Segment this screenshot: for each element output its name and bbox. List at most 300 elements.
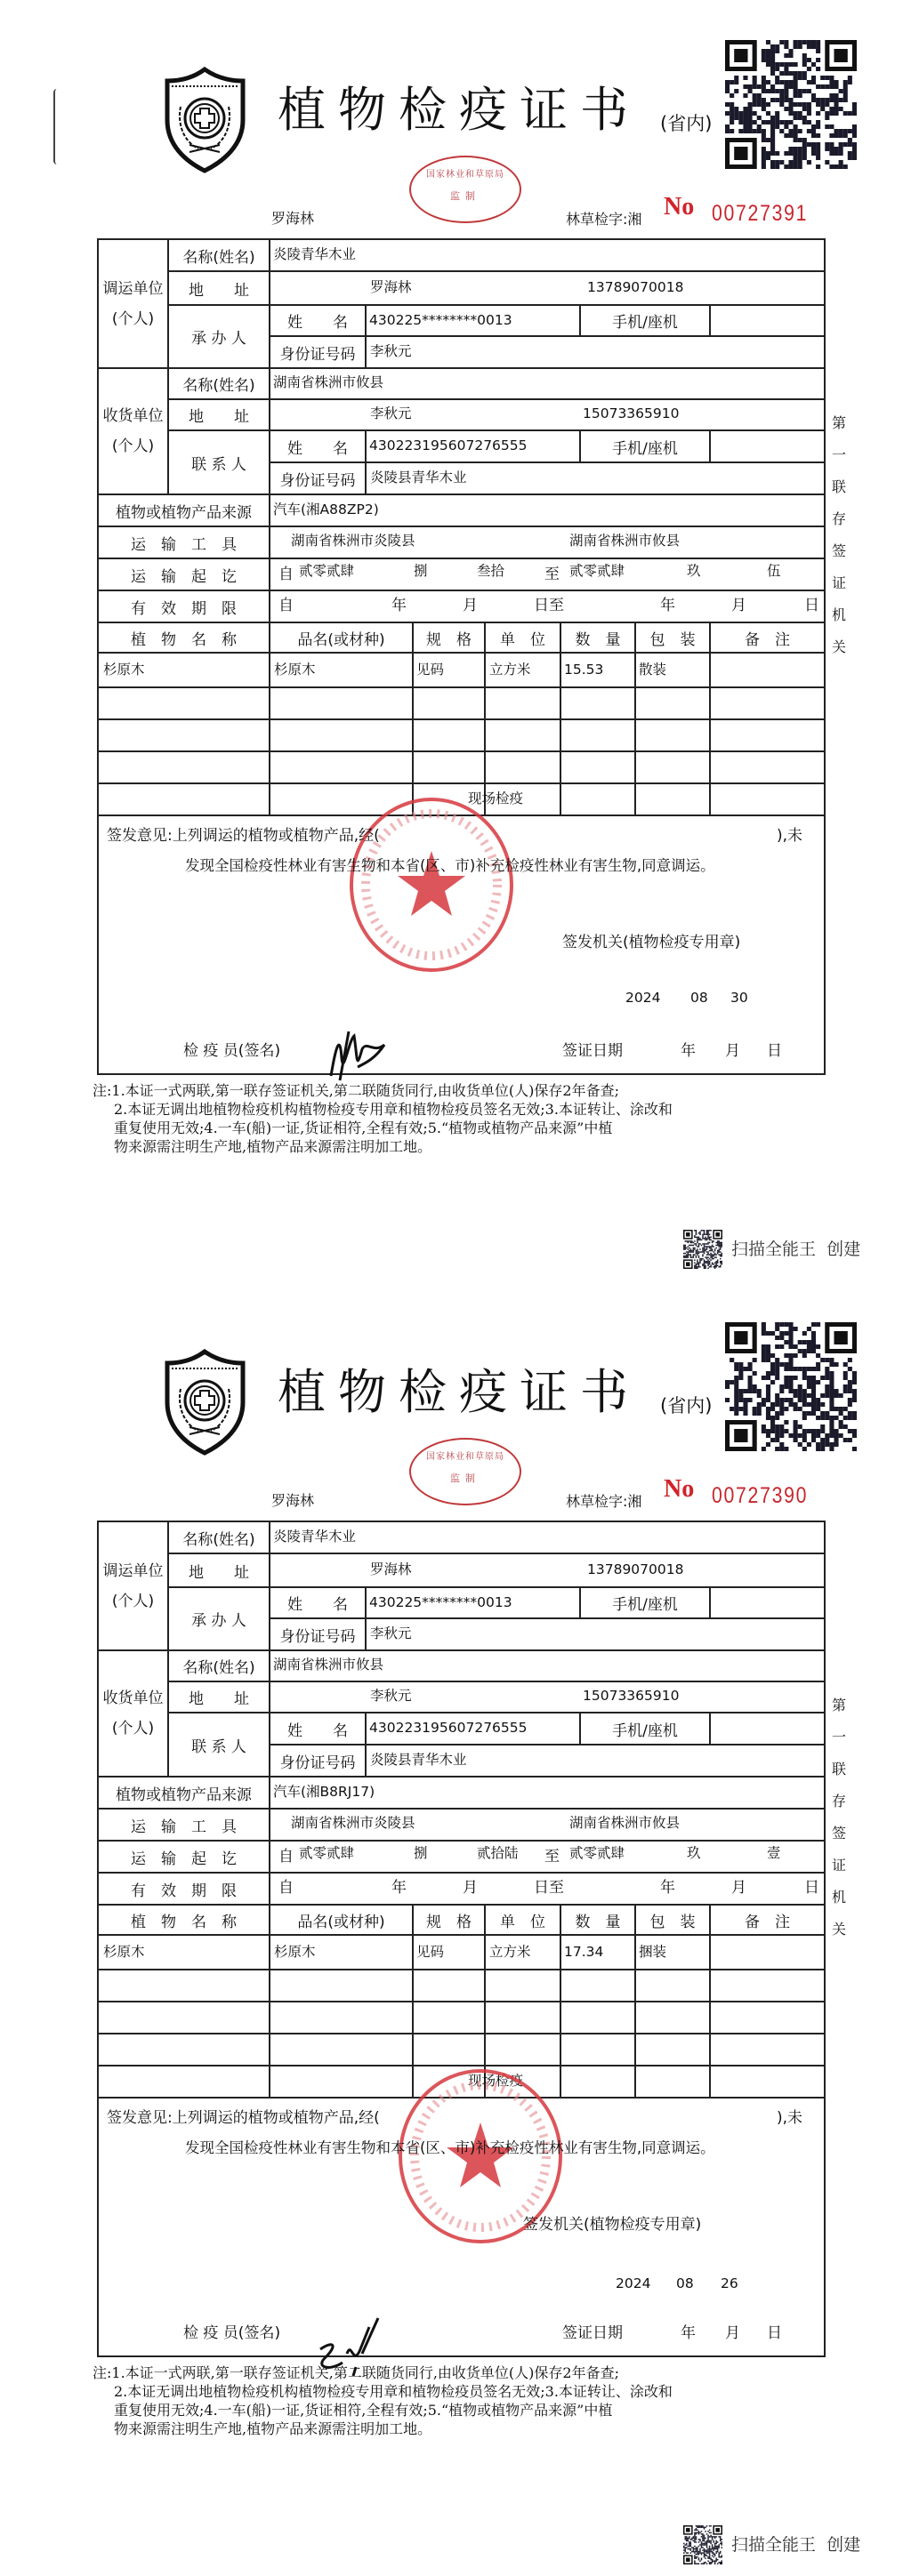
col-product-name-label: 品名(或材种) xyxy=(297,630,385,649)
sender-id-label xyxy=(270,336,366,368)
scanner-app-qr-icon xyxy=(683,1230,722,1269)
item-cell xyxy=(270,2066,413,2098)
item-cell xyxy=(710,2002,825,2034)
scanner-app-name: 扫描全能王 xyxy=(731,2535,817,2555)
sign-date-day: 日 xyxy=(767,1042,782,1060)
col-quantity-label: 数 量 xyxy=(575,1913,621,1931)
note-line: 注:1.本证一式两联,第一联存签证机关,第二联随货同行,由收货单位(人)保存2年备查; xyxy=(93,2364,619,2381)
item-cell xyxy=(413,687,485,719)
sender-section-label-label: 调运单位(个人) xyxy=(102,1561,164,1610)
sign-date-label: 签证日期 xyxy=(562,2324,623,2342)
issue-date-month: 08 xyxy=(676,2275,694,2291)
sender-handler-id: 430225********0013 xyxy=(369,312,512,328)
sender-handler-label xyxy=(168,1587,270,1650)
item-cell xyxy=(560,2034,635,2066)
item-cell xyxy=(270,2034,413,2066)
sender-phone-cell xyxy=(710,1587,825,1618)
seal-top-text: 国家林业和草原局 xyxy=(426,1452,504,1462)
copy-designation: 第一联存签证机关 xyxy=(831,1697,846,1938)
receiver-contact-id: 430223195607276555 xyxy=(369,437,528,453)
transport-from: 湖南省株洲市炎陵县 xyxy=(291,533,415,549)
receiver-id-label xyxy=(270,1745,366,1777)
transport-label-label: 运 输 工 具 xyxy=(131,1818,237,1836)
item-spec: 见码 xyxy=(416,1944,445,1960)
sender-address-cell xyxy=(270,271,825,305)
sender-section-label xyxy=(98,239,168,368)
source-label xyxy=(98,1777,270,1809)
col-product-name xyxy=(270,1905,413,1935)
col-product-name xyxy=(270,622,413,653)
issuer-seal xyxy=(409,156,521,223)
sender-person-name-label xyxy=(270,1587,366,1618)
item-cell xyxy=(98,751,270,783)
item-cell xyxy=(413,719,485,751)
header-name: 罗海林 xyxy=(271,210,315,227)
item-cell xyxy=(560,783,635,815)
seal-bottom-text: 监制 xyxy=(450,1473,480,1484)
sign-date-month: 月 xyxy=(725,2324,740,2342)
col-unit-label: 单 位 xyxy=(500,1913,545,1931)
item-cell xyxy=(413,2002,485,2034)
item-plant-name: 杉原木 xyxy=(103,662,145,678)
route-to-day: 壹 xyxy=(767,1845,781,1861)
scanner-watermark-text xyxy=(731,2534,860,2556)
issue-date-day: 26 xyxy=(721,2275,738,2291)
receiver-contact-label xyxy=(168,1713,270,1777)
sender-person-name-label-label: 姓 名 xyxy=(287,314,348,332)
item-cell xyxy=(560,687,635,719)
opinion-line-1: 签发意见:上列调运的植物或植物产品,经( xyxy=(107,827,380,845)
receiver-section-label xyxy=(98,368,168,494)
validity-year-1: 年 xyxy=(391,597,407,614)
sender-handler-label xyxy=(168,305,270,368)
quarantine-stamp-icon xyxy=(347,796,516,974)
item-cell xyxy=(710,687,825,719)
receiver-address-label-label: 地 址 xyxy=(189,1690,249,1708)
sender-address-contact: 罗海林 xyxy=(370,1561,412,1577)
cert-number: 00727391 xyxy=(712,201,809,226)
receiver-name-label-label: 名称(姓名) xyxy=(182,1659,255,1677)
validity-year-2: 年 xyxy=(660,597,675,614)
source-label xyxy=(98,494,270,526)
receiver-address-cell xyxy=(270,1681,825,1713)
sign-date-label: 签证日期 xyxy=(562,1042,623,1060)
issue-date-year: 2024 xyxy=(616,2275,651,2291)
validity-from: 自 xyxy=(278,1879,294,1897)
item-packing: 捆装 xyxy=(639,1944,667,1960)
validity-from: 自 xyxy=(278,597,294,614)
route-from-label: 自 xyxy=(278,1848,294,1866)
item-cell xyxy=(560,751,635,783)
transport-label xyxy=(98,526,270,558)
sender-phone-label xyxy=(580,1587,710,1618)
route-to-label: 至 xyxy=(544,566,560,583)
receiver-person-name-label-label: 姓 名 xyxy=(287,439,348,458)
item-cell xyxy=(98,719,270,751)
validity-month-1: 月 xyxy=(463,1879,478,1897)
transport-label-label: 运 输 工 具 xyxy=(131,535,237,554)
seal-bottom-text: 监制 xyxy=(450,190,480,202)
validity-label-label: 有 效 期 限 xyxy=(131,1882,237,1900)
issue-date-month: 08 xyxy=(690,990,708,1006)
onsite-inspection: 现场检疫 xyxy=(468,790,524,807)
col-spec-label: 规 格 xyxy=(426,630,472,649)
item-cell xyxy=(485,1970,560,2002)
validity-day: 日 xyxy=(804,597,819,614)
col-plant-name xyxy=(98,622,270,653)
sign-date-day: 日 xyxy=(767,2324,782,2342)
receiver-id-label-label: 身份证号码 xyxy=(279,1753,356,1772)
validity-month-1: 月 xyxy=(463,597,478,614)
item-cell xyxy=(635,2002,710,2034)
route-from-label: 自 xyxy=(278,566,294,583)
issuer-seal xyxy=(409,1438,521,1505)
item-cell xyxy=(270,687,413,719)
sender-name-label-label: 名称(姓名) xyxy=(182,248,255,267)
route-from-year: 贰零贰肆 xyxy=(299,563,355,579)
sender-id-label xyxy=(270,1618,366,1650)
item-row xyxy=(98,687,825,719)
item-cell xyxy=(485,719,560,751)
sender-name-label xyxy=(168,239,270,271)
item-cell xyxy=(710,2066,825,2098)
inspector-label: 检 疫 员(签名) xyxy=(183,1042,281,1060)
receiver-contact-label-label: 联 系 人 xyxy=(191,1737,246,1756)
seal-top-text: 国家林业和草原局 xyxy=(426,170,504,180)
receiver-name-value: 湖南省株洲市攸县 xyxy=(273,374,384,390)
scanner-watermark-text xyxy=(731,1239,860,1260)
receiver-id-label xyxy=(270,462,366,494)
transport-to: 湖南省株洲市攸县 xyxy=(569,1815,681,1831)
note-line: 2.本证无调出地植物检疫机构植物检疫专用章和植物检疫员签名无效;3.本证转让、涂改和 xyxy=(114,2383,673,2400)
item-cell xyxy=(413,751,485,783)
item-quantity: 15.53 xyxy=(564,662,604,678)
sender-section-label-label: 调运单位(个人) xyxy=(102,279,164,328)
plant-quarantine-shield-logo-icon xyxy=(163,1349,247,1456)
item-cell xyxy=(710,653,825,687)
opinion-line-2: 发现全国检疫性林业有害生物和本省(区、市)补充检疫性林业有害生物,同意调运。 xyxy=(185,857,715,874)
receiver-phone-cell xyxy=(710,1713,825,1745)
item-cell xyxy=(98,783,270,815)
col-spec xyxy=(413,1905,485,1935)
col-remarks-label: 备 注 xyxy=(745,1913,790,1931)
item-row xyxy=(98,751,825,783)
certificate-notes xyxy=(93,2363,840,2438)
sign-date-month: 月 xyxy=(725,1042,740,1060)
sender-id-cell xyxy=(366,336,825,368)
item-row xyxy=(98,719,825,751)
item-spec: 见码 xyxy=(416,662,445,678)
sender-address-label-label: 地 址 xyxy=(189,1563,249,1582)
col-plant-name-label: 植 物 名 称 xyxy=(131,1913,237,1931)
item-row xyxy=(98,2034,825,2066)
col-product-name-label: 品名(或材种) xyxy=(297,1913,385,1931)
col-remarks-label: 备 注 xyxy=(745,630,790,649)
route-from-day: 贰拾陆 xyxy=(477,1845,519,1861)
receiver-contact-label-label: 联 系 人 xyxy=(191,455,246,474)
document-title: 植物检疫证书 xyxy=(278,82,641,138)
receiver-person-name-label-label: 姓 名 xyxy=(287,1721,348,1740)
item-cell xyxy=(98,687,270,719)
receiver-address-label xyxy=(168,1681,270,1713)
sender-person-name-label-label: 姓 名 xyxy=(287,1596,348,1614)
sender-address-label-label: 地 址 xyxy=(189,281,249,300)
sender-address-phone: 13789070018 xyxy=(587,1561,684,1577)
source-label-label: 植物或植物产品来源 xyxy=(116,1786,252,1804)
source-label-label: 植物或植物产品来源 xyxy=(116,503,252,522)
cert-number-prefix: 林草检字:湘 xyxy=(566,211,642,228)
col-unit-label: 单 位 xyxy=(500,630,545,649)
col-remarks xyxy=(710,622,825,653)
item-cell xyxy=(98,2002,270,2034)
onsite-inspection: 现场检疫 xyxy=(468,2073,524,2089)
route-label-label: 运 输 起 讫 xyxy=(131,1850,237,1868)
note-line: 重复使用无效;4.一车(船)一证,货证相符,全程有效;5.“植物或植物产品来源”中植 xyxy=(114,1119,613,1136)
note-line: 重复使用无效;4.一车(船)一证,货证相符,全程有效;5.“植物或植物产品来源”中植 xyxy=(114,2402,613,2419)
source-value: 汽车(湘A88ZP2) xyxy=(273,502,379,518)
item-cell xyxy=(560,719,635,751)
item-row xyxy=(98,1970,825,2002)
col-plant-name xyxy=(98,1905,270,1935)
receiver-name-value: 湖南省株洲市攸县 xyxy=(273,1657,384,1673)
copy-designation: 第一联存签证机关 xyxy=(831,414,846,655)
receiver-phone-label-label: 手机/座机 xyxy=(612,1721,678,1740)
issuer-label: 签发机关(植物检疫专用章) xyxy=(562,934,741,951)
sender-handler-label-label: 承 办 人 xyxy=(191,1612,246,1630)
receiver-address-phone: 15073365910 xyxy=(583,405,680,421)
plant-quarantine-shield-logo-icon xyxy=(163,67,247,173)
document-subtitle: (省内) xyxy=(660,1395,713,1416)
sender-name-label xyxy=(168,1521,270,1553)
sender-name-value: 炎陵青华木业 xyxy=(273,246,357,262)
receiver-id-label-label: 身份证号码 xyxy=(279,471,356,490)
col-packing-label: 包 装 xyxy=(649,630,696,649)
sender-phone-label xyxy=(580,305,710,336)
item-cell xyxy=(98,1970,270,2002)
route-to-label: 至 xyxy=(544,1848,560,1866)
item-cell xyxy=(98,2034,270,2066)
opinion-close: ),未 xyxy=(777,2109,803,2127)
transport-label xyxy=(98,1809,270,1841)
receiver-section-label xyxy=(98,1650,168,1777)
item-cell xyxy=(413,1970,485,2002)
sender-handler-id: 430225********0013 xyxy=(369,1594,512,1610)
route-to-year: 贰零贰肆 xyxy=(569,1845,625,1861)
col-spec-label: 规 格 xyxy=(426,1913,472,1931)
item-row xyxy=(98,2002,825,2034)
item-row xyxy=(98,653,825,687)
route-to-day: 伍 xyxy=(767,563,781,579)
receiver-contact-name: 炎陵县青华木业 xyxy=(370,1752,467,1768)
sender-address-cell xyxy=(270,1553,825,1587)
issue-date-year: 2024 xyxy=(625,990,661,1006)
sender-address-label xyxy=(168,1553,270,1587)
item-cell xyxy=(270,719,413,751)
item-cell xyxy=(635,751,710,783)
receiver-name-label xyxy=(168,368,270,399)
note-line: 2.本证无调出地植物检疫机构植物检疫专用章和植物检疫员签名无效;3.本证转让、涂改和 xyxy=(114,1101,673,1118)
validity-label-label: 有 效 期 限 xyxy=(131,599,237,618)
receiver-phone-label xyxy=(580,1713,710,1745)
validity-day: 日 xyxy=(804,1879,819,1897)
issuer-label: 签发机关(植物检疫专用章) xyxy=(523,2216,702,2234)
sender-name-value: 炎陵青华木业 xyxy=(273,1529,357,1545)
sender-name-label-label: 名称(姓名) xyxy=(182,1530,255,1549)
item-cell xyxy=(635,687,710,719)
inspector-signature-icon xyxy=(322,1023,402,1085)
plant-quarantine-certificate xyxy=(0,1282,911,2564)
cert-number-mark: No xyxy=(664,1475,695,1503)
header-name: 罗海林 xyxy=(271,1492,315,1509)
source-value: 汽车(湘B8RJ17) xyxy=(273,1784,375,1800)
item-cell xyxy=(270,2002,413,2034)
document-subtitle: (省内) xyxy=(660,113,713,134)
item-cell xyxy=(413,2034,485,2066)
col-quantity-label: 数 量 xyxy=(575,630,621,649)
col-packing xyxy=(635,1905,710,1935)
item-cell xyxy=(710,2034,825,2066)
item-cell xyxy=(635,1970,710,2002)
scanner-app-name: 扫描全能王 xyxy=(731,1240,817,1259)
sender-phone-label-label: 手机/座机 xyxy=(612,1596,678,1614)
cert-number-prefix: 林草检字:湘 xyxy=(566,1493,642,1510)
item-quantity: 17.34 xyxy=(564,1944,604,1960)
receiver-person-name-label xyxy=(270,1713,366,1745)
scan-edge-mark xyxy=(53,89,60,165)
validity-year-2: 年 xyxy=(660,1879,675,1897)
route-label xyxy=(98,558,270,590)
receiver-address-cell xyxy=(270,399,825,430)
note-line: 物来源需注明生产地,植物产品来源需注明加工地。 xyxy=(114,2420,432,2437)
item-cell xyxy=(635,2066,710,2098)
issue-date-day: 30 xyxy=(730,990,748,1006)
item-cell xyxy=(270,751,413,783)
item-packing: 散装 xyxy=(639,662,667,678)
receiver-name-label xyxy=(168,1650,270,1681)
document-title: 植物检疫证书 xyxy=(278,1364,641,1420)
route-from-year: 贰零贰肆 xyxy=(299,1845,355,1861)
validity-month-2: 月 xyxy=(731,1879,746,1897)
sender-person-name-label xyxy=(270,305,366,336)
transport-to: 湖南省株洲市攸县 xyxy=(569,533,681,549)
col-quantity xyxy=(560,1905,635,1935)
route-to-month: 玖 xyxy=(687,563,701,579)
validity-month-2: 月 xyxy=(731,597,746,614)
col-packing xyxy=(635,622,710,653)
inspector-label: 检 疫 员(签名) xyxy=(183,2324,281,2342)
plant-quarantine-certificate xyxy=(0,0,911,1282)
sender-id-cell xyxy=(366,1618,825,1650)
sender-address-contact: 罗海林 xyxy=(370,279,412,295)
sender-handler-label-label: 承 办 人 xyxy=(191,330,246,348)
item-plant-name: 杉原木 xyxy=(103,1944,145,1960)
col-plant-name-label: 植 物 名 称 xyxy=(131,630,237,649)
item-cell xyxy=(98,2066,270,2098)
receiver-address-contact: 李秋元 xyxy=(370,1688,412,1704)
item-row xyxy=(98,1935,825,1970)
receiver-phone-label xyxy=(580,430,710,462)
route-to-month: 玖 xyxy=(687,1845,701,1861)
sender-address-phone: 13789070018 xyxy=(587,279,684,295)
route-from-month: 捌 xyxy=(414,1845,428,1861)
item-cell xyxy=(560,2066,635,2098)
sender-handler-name: 李秋元 xyxy=(370,1625,412,1641)
validity-day-to: 日至 xyxy=(534,1879,564,1897)
receiver-phone-label-label: 手机/座机 xyxy=(612,439,678,458)
opinion-close: ),未 xyxy=(777,827,803,845)
qr-code-icon xyxy=(725,40,857,169)
sender-phone-label-label: 手机/座机 xyxy=(612,314,678,332)
receiver-person-name-label xyxy=(270,430,366,462)
validity-year-1: 年 xyxy=(391,1879,407,1897)
certificate-notes xyxy=(93,1081,840,1156)
item-product-name: 杉原木 xyxy=(274,1944,316,1960)
col-quantity xyxy=(560,622,635,653)
note-line: 物来源需注明生产地,植物产品来源需注明加工地。 xyxy=(114,1138,432,1155)
receiver-phone-cell xyxy=(710,430,825,462)
receiver-section-label-label: 收货单位(个人) xyxy=(102,407,164,455)
validity-label xyxy=(98,590,270,622)
item-cell xyxy=(635,2034,710,2066)
col-remarks xyxy=(710,1905,825,1935)
scanner-action: 创建 xyxy=(826,2535,861,2555)
item-cell xyxy=(710,783,825,815)
sender-phone-cell xyxy=(710,305,825,336)
opinion-line-2: 发现全国检疫性林业有害生物和本省(区、市)补充检疫性林业有害生物,同意调运。 xyxy=(185,2139,715,2156)
col-unit xyxy=(485,1905,560,1935)
scanner-action: 创建 xyxy=(826,1240,861,1259)
receiver-contact-id: 430223195607276555 xyxy=(369,1720,528,1736)
route-label-label: 运 输 起 讫 xyxy=(131,567,237,586)
validity-label xyxy=(98,1873,270,1905)
item-cell xyxy=(270,1970,413,2002)
receiver-address-label xyxy=(168,399,270,430)
item-unit: 立方米 xyxy=(489,1944,531,1960)
col-unit xyxy=(485,622,560,653)
opinion-line-1: 签发意见:上列调运的植物或植物产品,经( xyxy=(107,2109,380,2127)
sender-id-label-label: 身份证号码 xyxy=(279,1627,356,1646)
receiver-address-contact: 李秋元 xyxy=(370,405,412,421)
scanner-app-qr-icon xyxy=(683,2525,722,2564)
col-spec xyxy=(413,622,485,653)
sign-date-year: 年 xyxy=(681,1042,696,1060)
item-cell xyxy=(635,719,710,751)
item-cell xyxy=(710,719,825,751)
item-cell xyxy=(710,1970,825,2002)
receiver-contact-name: 炎陵县青华木业 xyxy=(370,469,467,486)
route-label xyxy=(98,1841,270,1873)
route-from-day: 叁拾 xyxy=(477,563,505,579)
note-line: 注:1.本证一式两联,第一联存签证机关,第二联随货同行,由收货单位(人)保存2年备查; xyxy=(93,1082,619,1099)
sender-address-label xyxy=(168,271,270,305)
route-from-month: 捌 xyxy=(414,563,428,579)
item-cell xyxy=(710,751,825,783)
item-cell xyxy=(485,687,560,719)
receiver-name-label-label: 名称(姓名) xyxy=(182,377,255,395)
validity-day-to: 日至 xyxy=(534,597,564,614)
item-cell xyxy=(635,783,710,815)
route-to-year: 贰零贰肆 xyxy=(569,563,625,579)
sender-id-label-label: 身份证号码 xyxy=(279,345,356,364)
sender-section-label xyxy=(98,1521,168,1650)
item-cell xyxy=(485,2034,560,2066)
receiver-address-phone: 15073365910 xyxy=(583,1688,680,1704)
cert-number: 00727390 xyxy=(712,1483,809,1508)
receiver-section-label-label: 收货单位(个人) xyxy=(102,1689,164,1737)
item-cell xyxy=(560,1970,635,2002)
item-product-name: 杉原木 xyxy=(274,662,316,678)
sender-handler-name: 李秋元 xyxy=(370,343,412,359)
